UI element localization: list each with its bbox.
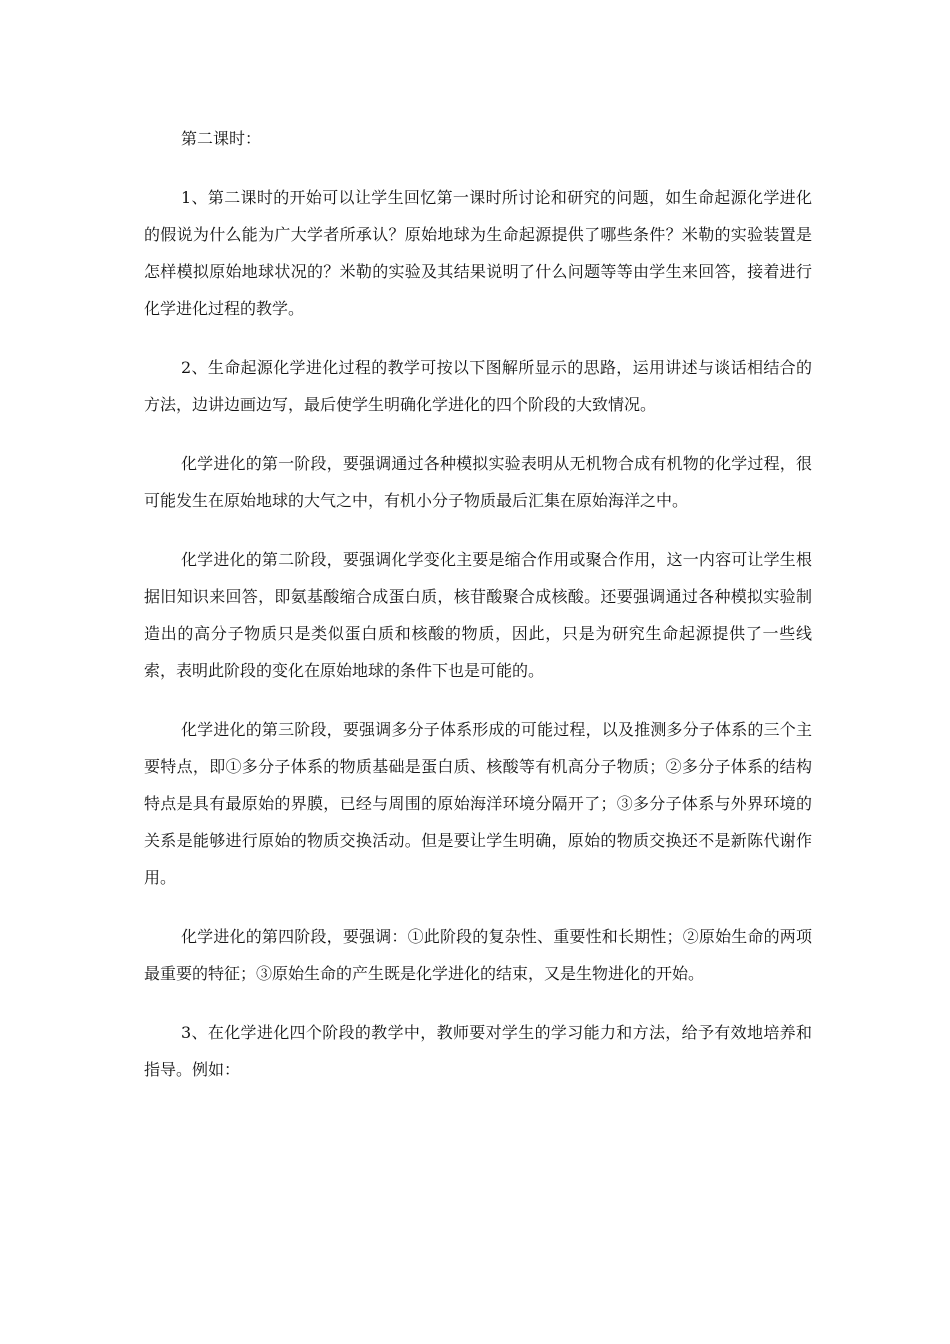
paragraph-2: 2、生命起源化学进化过程的教学可按以下图解所显示的思路，运用讲述与谈话相结合的方法，边讲边画边写，最后使学生明确化学进化的四个阶段的大致情况。 <box>144 358 812 414</box>
document-body <box>144 120 812 1110</box>
paragraph-stage-1: 化学进化的第一阶段，要强调通过各种模拟实验表明从无机物合成有机物的化学过程，很可能发生在原始地球的大气之中，有机小分子物质最后汇集在原始海洋之中。 <box>144 454 812 510</box>
paragraph-stage-4: 化学进化的第四阶段，要强调：①此阶段的复杂性、重要性和长期性；②原始生命的两项最重要的特征；③原始生命的产生既是化学进化的结束，又是生物进化的开始。 <box>144 927 812 983</box>
paragraph-stage-3: 化学进化的第三阶段，要强调多分子体系形成的可能过程，以及推测多分子体系的三个主要特点，即①多分子体系的物质基础是蛋白质、核酸等有机高分子物质；②多分子体系的结构特点是具有最原始的界膜，已经与周围的原始海洋环境分隔开了；③多分子体系与外界环境的关系是能够进行原始的物质交换活动。但是要让学生明确，原始的物质交换还不是新陈代谢作用。 <box>144 720 812 887</box>
paragraph-3: 3、在化学进化四个阶段的教学中，教师要对学生的学习能力和方法，给予有效地培养和指导。例如： <box>144 1023 812 1079</box>
section-heading: 第二课时： <box>181 129 262 148</box>
paragraph-stage-2: 化学进化的第二阶段，要强调化学变化主要是缩合作用或聚合作用，这一内容可让学生根据旧知识来回答，即氨基酸缩合成蛋白质，核苷酸聚合成核酸。还要强调通过各种模拟实验制造出的高分子物质只是类似蛋白质和核酸的物质，因此，只是为研究生命起源提供了一些线索，表明此阶段的变化在原始地球的条件下也是可能的。 <box>144 550 812 680</box>
paragraph-1: 1、第二课时的开始可以让学生回忆第一课时所讨论和研究的问题，如生命起源化学进化的假说为什么能为广大学者所承认？原始地球为生命起源提供了哪些条件？米勒的实验装置是怎样模拟原始地球状况的？米勒的实验及其结果说明了什么问题等等由学生来回答，接着进行化学进化过程的教学。 <box>144 188 812 318</box>
